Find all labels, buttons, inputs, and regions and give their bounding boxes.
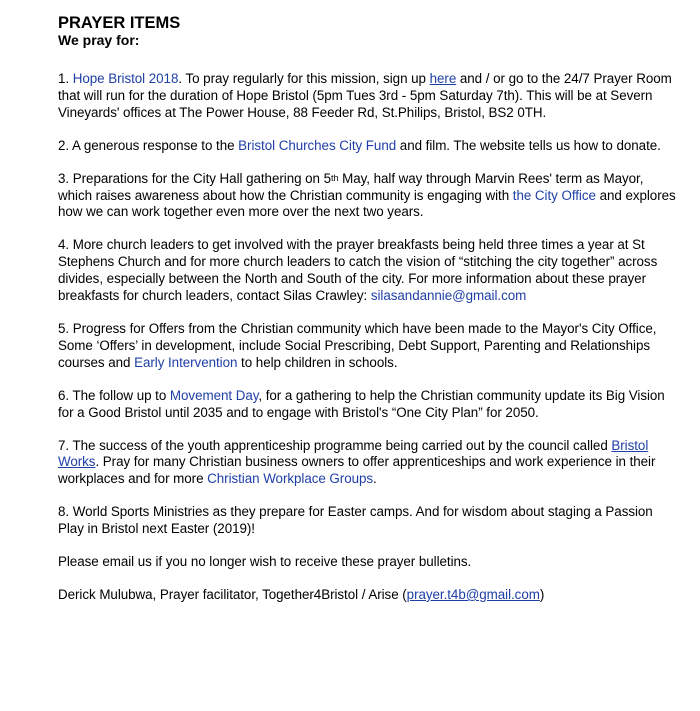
item-text: Progress for Offers from the Christian community which have been made to the Mayor's City Office, Some ‘Offers’ in development, include Social Prescribing, Debt Support, Parenting and Relationships courses and [58,320,657,370]
prayer-item-5 [58,321,680,372]
signature-close: ) [539,586,545,602]
prayer-item-4 [58,237,680,305]
item-number: 3. [58,170,70,186]
item-number: 5. [58,320,70,336]
item-number: 8. [58,504,70,520]
silas-email-link[interactable]: silasandannie@gmail.com [370,288,527,304]
item-text: and film. The website tells us how to donate. [396,137,661,153]
item-number: 1. [58,71,70,86]
hope-bristol-link[interactable]: Hope Bristol 2018 [72,71,179,86]
sign-up-here-link[interactable]: here [429,71,457,86]
item-text: to help children in schools. [237,354,398,370]
city-office-link[interactable]: the City Office [512,187,596,203]
city-fund-link[interactable]: Bristol Churches City Fund [238,137,397,153]
prayer-item-2 [58,138,680,155]
item-text: . To pray regularly for this mission, sign up [178,71,430,86]
item-number: 6. [58,387,70,403]
signature-text: Derick Mulubwa, Prayer facilitator, Together4Bristol / Arise ( [58,586,407,602]
prayer-email-link[interactable]: prayer.t4b@gmail.com [406,586,540,602]
item-text: The follow up to [72,387,170,403]
item-number: 7. [58,437,70,453]
item-text: . [373,471,377,487]
item-text: . Pray for many Christian business owners to offer apprenticeships and work experience in their workplaces and for more [58,454,656,487]
prayer-item-7 [58,438,680,489]
item-number: 4. [58,237,70,253]
unsubscribe-note: Please email us if you no longer wish to receive these prayer bulletins. [58,554,472,570]
item-number: 2. [58,137,70,153]
prayer-item-3 [58,171,680,222]
item-text: May, half way through Marvin Rees' term as Mayor, which raises awareness about how the Christian community is engaging with [58,170,644,203]
page-title: PRAYER ITEMS [58,14,181,32]
item-text: Preparations for the City Hall gathering on 5 [72,170,332,186]
item-text: A generous response to the [72,137,239,153]
item-text: and / or go to the 24/7 Prayer Room that will run for the duration of Hope Bristol (5pm Tues 3rd - 5pm Saturday 7th). This will be at Severn Vineyards' offices at The Power House, 88 Feeder Rd, St.Philips, Bristol, BS2 0TH. [58,71,672,120]
item-text: , for a gathering to help the Christian community update its Big Vision for a Good Bristol until 2035 and to engage with Bristol's “One City Plan” for 2050. [58,387,665,420]
workplace-groups-link[interactable]: Christian Workplace Groups [207,471,374,487]
item-text: and explores how we can work together even more over the next two years. [58,187,676,220]
prayer-item-6 [58,388,680,422]
ordinal-suffix: th [331,172,339,183]
early-intervention-link[interactable]: Early Intervention [134,354,238,370]
signature-line [58,587,680,604]
bristol-works-link[interactable]: Bristol Works [58,437,649,470]
item-text: The success of the youth apprenticeship programme being carried out by the council called [72,437,612,453]
movement-day-link[interactable]: Movement Day [169,387,259,403]
prayer-item-1 [58,71,680,122]
prayer-item-8 [58,504,680,538]
page-subtitle: We pray for: [58,32,140,48]
item-text: More church leaders to get involved with the prayer breakfasts being held three times a year at St Stephens Church and for more church leaders to catch the vision of “stitching the city together” across divides, especially between the North and South of the city. For more information about these prayer breakfasts for church leaders, contact Silas Crawley: [58,237,658,304]
item-text: World Sports Ministries as they prepare for Easter camps. And for wisdom about staging a Passion Play in Bristol next Easter (2019)! [58,504,653,537]
